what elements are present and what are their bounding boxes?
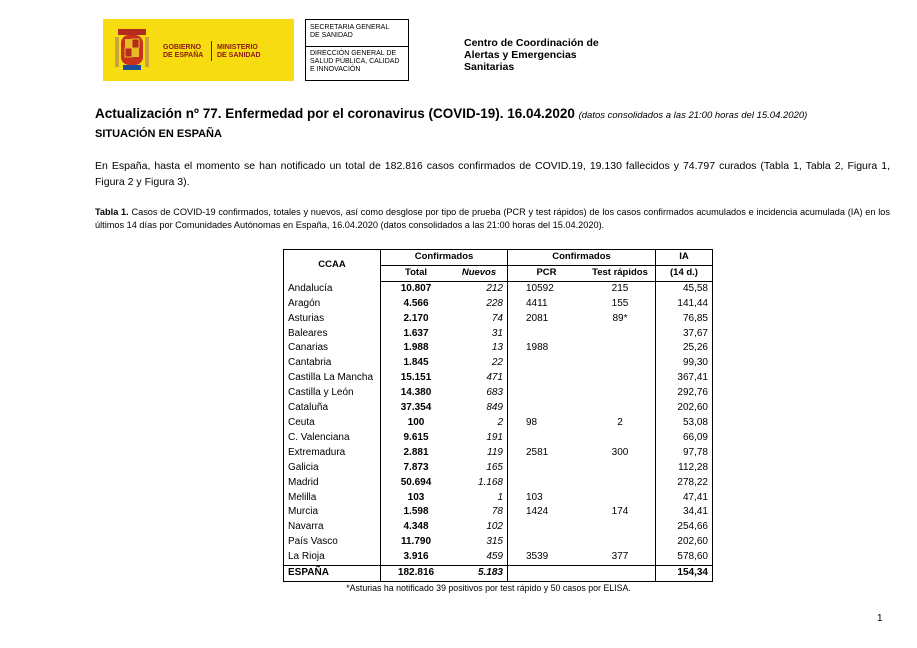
cell-pcr: 98 (508, 416, 586, 431)
cell-ccaa: Asturias (284, 312, 381, 327)
cell-ccaa: Cantabria (284, 356, 381, 371)
cell-test-rapidos (585, 386, 656, 401)
cell-ccaa: C. Valenciana (284, 431, 381, 446)
cell-ia: 202,60 (656, 535, 713, 550)
cell-ia: 154,34 (656, 566, 713, 582)
cell-nuevos: 459 (486, 551, 503, 563)
cell-test-rapidos (585, 461, 656, 476)
table-row (284, 535, 713, 550)
cell-nuevos: 74 (491, 312, 503, 324)
cell-test-rapidos (585, 371, 656, 386)
intro-paragraph: En España, hasta el momento se han notificado un total de 182.816 casos confirmados de COVID.19, 19.130 fallecidos y 74.797 curados (Tabla 1, Tabla 2, Figura 1, Figura 2 y Figura 3). (95, 160, 890, 188)
title-text: Actualización nº 77. Enfermedad por el coronavirus (COVID-19). 16.04.2020 (95, 106, 575, 121)
cell-ccaa: Andalucía (284, 281, 381, 296)
gobierno-label: GOBIERNO DE ESPAÑA (163, 44, 204, 59)
cell-ia: 45,58 (656, 281, 713, 296)
table-row (284, 312, 713, 327)
cell-total: 11.790 (381, 535, 452, 550)
col-ia: IA (656, 250, 713, 266)
cell-ia: 202,60 (656, 401, 713, 416)
section-title: SITUACIÓN EN ESPAÑA (95, 128, 222, 140)
cell-pcr: 10592 (508, 281, 586, 296)
cell-ccaa: La Rioja (284, 550, 381, 565)
cell-ia: 292,76 (656, 386, 713, 401)
cell-ia: 254,66 (656, 520, 713, 535)
cell-test-rapidos: 174 (611, 506, 629, 518)
page-number: 1 (877, 613, 883, 624)
cell-pcr (508, 327, 586, 342)
table-row (284, 476, 713, 491)
cell-ccaa: Galicia (284, 461, 381, 476)
table-row (284, 327, 713, 342)
cell-test-rapidos: 215 (611, 282, 629, 294)
cell-pcr: 103 (508, 491, 586, 506)
cell-nuevos: 1 (497, 491, 503, 503)
cell-total: 50.694 (381, 476, 452, 491)
cell-test-rapidos (585, 327, 656, 342)
cell-ia: 37,67 (656, 327, 713, 342)
table-total-row (284, 566, 713, 582)
direccion-label: DIRECCIÓN GENERAL DE SALUD PÚBLICA, CALIDAD E INNOVACIÓN (310, 50, 400, 73)
cell-ia: 99,30 (656, 356, 713, 371)
table-row (284, 341, 713, 356)
ccaa-table (283, 249, 713, 582)
cell-ccaa: Canarias (284, 341, 381, 356)
cell-ia: 76,85 (656, 312, 713, 327)
cell-test-rapidos (585, 476, 656, 491)
col-total: Total (381, 265, 452, 281)
cell-total: 1.637 (381, 327, 452, 342)
cell-total: 4.566 (381, 297, 452, 312)
cell-pcr: 3539 (508, 550, 586, 565)
cell-test-rapidos: 2 (617, 416, 623, 428)
cell-ccaa: País Vasco (284, 535, 381, 550)
cell-ccaa: Navarra (284, 520, 381, 535)
cell-ccaa: Castilla y León (284, 386, 381, 401)
cell-ccaa: Castilla La Mancha (284, 371, 381, 386)
caption-label: Tabla 1. (95, 207, 129, 217)
cell-ccaa: Extremadura (284, 446, 381, 461)
cell-test-rapidos (585, 535, 656, 550)
cell-pcr: 1424 (508, 505, 586, 520)
cell-nuevos: 31 (491, 327, 503, 339)
cell-total: 100 (381, 416, 452, 431)
table-footnote: *Asturias ha notificado 39 positivos por test rápido y 50 casos por ELISA. (346, 583, 631, 593)
cell-ia: 141,44 (656, 297, 713, 312)
cell-nuevos: 119 (487, 446, 503, 458)
cell-total: 182.816 (381, 566, 452, 582)
cell-ccaa: Murcia (284, 505, 381, 520)
cell-total: 9.615 (381, 431, 452, 446)
cell-nuevos: 315 (486, 536, 503, 548)
cell-total: 1.845 (381, 356, 452, 371)
cell-total: 2.881 (381, 446, 452, 461)
table-caption (95, 206, 890, 232)
secretaria-label: SECRETARIA GENERAL DE SANIDAD (310, 24, 390, 39)
cell-nuevos: 683 (486, 387, 503, 399)
cell-total: 15.151 (381, 371, 452, 386)
cell-test-rapidos: 377 (611, 551, 629, 563)
cell-ia: 53,08 (656, 416, 713, 431)
col-pcr: PCR (508, 265, 586, 281)
cell-total: 14.380 (381, 386, 452, 401)
cell-pcr (508, 386, 586, 401)
col-nuevos: Nuevos (451, 265, 508, 281)
table-row (284, 386, 713, 401)
cell-test-rapidos (585, 356, 656, 371)
cell-nuevos: 2 (497, 416, 503, 428)
cell-ia: 578,60 (656, 550, 713, 565)
table-row (284, 297, 713, 312)
cell-ccaa: Melilla (284, 491, 381, 506)
coat-of-arms-icon (115, 27, 149, 73)
cell-test-rapidos: 155 (611, 297, 629, 309)
cell-ccaa: Madrid (284, 476, 381, 491)
caption-text: Casos de COVID-19 confirmados, totales y nuevos, así como desglose por tipo de prueba (PCR y test rápidos) de los casos confirmados acumulados e incidencia acumulada (IA) en los últimos 14 días por Comunidades Autónomas en España, 16.04.2020 (datos consolidados a las 21:00 horas del 15.04.2020). (95, 207, 890, 230)
cell-total: 7.873 (381, 461, 452, 476)
cell-test-rapidos (585, 401, 656, 416)
cell-pcr (508, 476, 586, 491)
cell-ccaa: Ceuta (284, 416, 381, 431)
cell-total: 1.988 (381, 341, 452, 356)
cell-total: 4.348 (381, 520, 452, 535)
cell-nuevos: 22 (491, 357, 503, 369)
col-confirmados-prueba: Confirmados (508, 250, 656, 266)
cell-pcr (508, 535, 586, 550)
logo-divider (211, 41, 212, 61)
cell-ia: 34,41 (656, 505, 713, 520)
table-row (284, 520, 713, 535)
cell-pcr (508, 356, 586, 371)
org-divider (306, 46, 408, 47)
cell-nuevos: 165 (486, 461, 503, 473)
cell-nuevos: 1.168 (477, 476, 503, 488)
cell-nuevos: 78 (491, 506, 503, 518)
cell-ccaa: Baleares (284, 327, 381, 342)
cell-ia: 25,26 (656, 341, 713, 356)
cell-test-rapidos (585, 520, 656, 535)
col-ccaa: CCAA (284, 250, 381, 282)
table-row (284, 446, 713, 461)
cell-pcr (508, 520, 586, 535)
ministerio-label: MINISTERIO DE SANIDAD (217, 44, 261, 59)
cell-ccaa: ESPAÑA (284, 566, 381, 582)
cell-pcr: 1988 (508, 341, 586, 356)
cell-ia: 66,09 (656, 431, 713, 446)
cell-ia: 47,41 (656, 491, 713, 506)
cell-nuevos: 849 (486, 402, 503, 414)
table-row (284, 371, 713, 386)
col-confirmados: Confirmados (381, 250, 508, 266)
cell-total: 103 (381, 491, 452, 506)
cell-test-rapidos: 300 (611, 446, 629, 458)
table-row (284, 281, 713, 296)
cell-nuevos: 13 (491, 342, 503, 354)
ccaes-label: Centro de Coordinación de Alertas y Emergencias Sanitarias (464, 37, 599, 73)
table-row (284, 491, 713, 506)
cell-test-rapidos (585, 491, 656, 506)
cell-ia: 112,28 (656, 461, 713, 476)
cell-nuevos: 212 (486, 282, 503, 294)
col-test-rapidos: Test rápidos (585, 265, 656, 281)
cell-pcr (508, 401, 586, 416)
cell-ia: 367,41 (656, 371, 713, 386)
cell-nuevos: 471 (486, 372, 503, 384)
cell-pcr: 2581 (508, 446, 586, 461)
cell-ia: 278,22 (656, 476, 713, 491)
cell-test-rapidos (585, 341, 656, 356)
table-row (284, 401, 713, 416)
cell-total: 2.170 (381, 312, 452, 327)
cell-nuevos: 5.183 (451, 566, 508, 582)
cell-pcr: 4411 (508, 297, 586, 312)
cell-pcr: 2081 (508, 312, 586, 327)
cell-ccaa: Aragón (284, 297, 381, 312)
cell-test-rapidos (585, 566, 656, 582)
cell-total: 1.598 (381, 505, 452, 520)
cell-test-rapidos (585, 431, 656, 446)
cell-total: 10.807 (381, 281, 452, 296)
table-row (284, 505, 713, 520)
table-row (284, 416, 713, 431)
cell-ccaa: Cataluña (284, 401, 381, 416)
cell-pcr (508, 431, 586, 446)
col-ia-sub: (14 d.) (656, 265, 713, 281)
cell-nuevos: 228 (486, 297, 503, 309)
cell-nuevos: 191 (486, 431, 503, 443)
cell-pcr (508, 371, 586, 386)
cell-test-rapidos: 89* (612, 312, 628, 324)
table-row (284, 550, 713, 565)
table-row (284, 356, 713, 371)
title-note: (datos consolidados a las 21:00 horas del 15.04.2020) (578, 110, 808, 121)
table-row (284, 431, 713, 446)
gobierno-logo (103, 19, 294, 81)
cell-nuevos: 102 (486, 521, 503, 533)
cell-total: 3.916 (381, 550, 452, 565)
page-title (95, 106, 807, 121)
cell-pcr (508, 461, 586, 476)
org-box (305, 19, 409, 81)
cell-pcr (508, 566, 586, 582)
cell-ia: 97,78 (656, 446, 713, 461)
cell-total: 37.354 (381, 401, 452, 416)
table-row (284, 461, 713, 476)
